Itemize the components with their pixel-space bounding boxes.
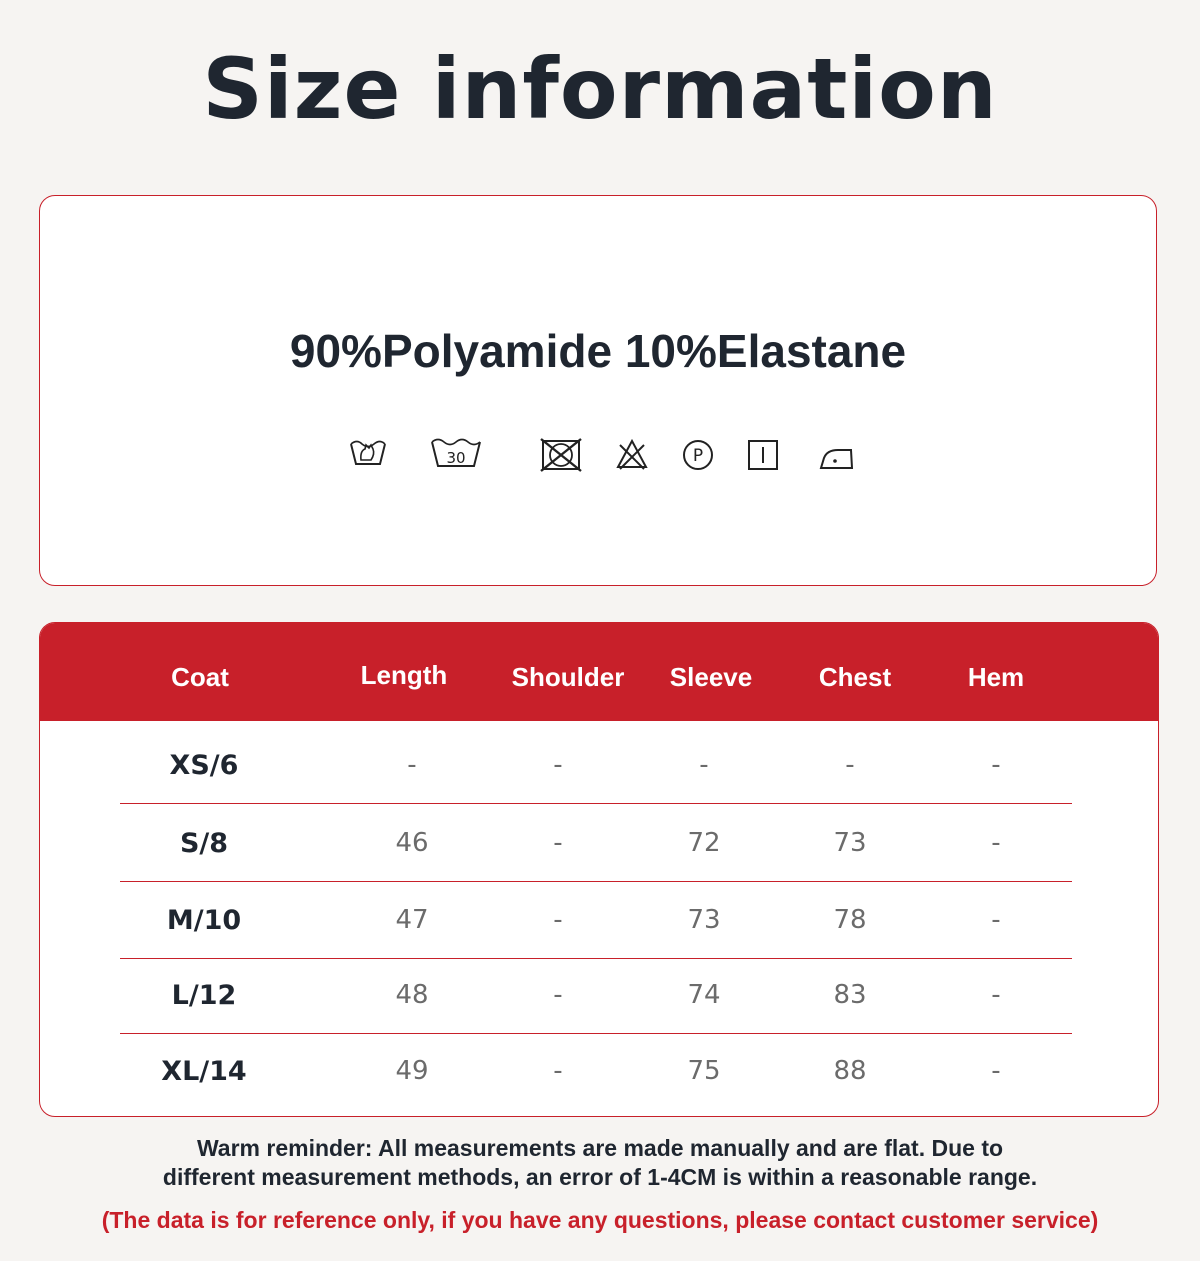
table-row <box>120 806 1072 882</box>
wash-temp-label: 30 <box>446 449 466 467</box>
hem-cell: - <box>991 750 1001 780</box>
line-dry-icon <box>746 436 780 474</box>
size-table <box>39 622 1159 1117</box>
size-cell: L/12 <box>171 980 237 1011</box>
length-cell: - <box>407 750 417 780</box>
dry-clean-label: P <box>692 446 704 466</box>
size-cell: S/8 <box>179 828 229 859</box>
chest-cell: 83 <box>833 980 867 1010</box>
wash-30-icon <box>429 436 483 474</box>
reminder-line-1: Warm reminder: All measurements are made manually and are flat. Due to <box>196 1135 1004 1161</box>
header-chest: Chest <box>818 662 892 692</box>
length-cell: 47 <box>395 905 429 935</box>
table-row <box>120 728 1072 804</box>
shoulder-cell: - <box>553 750 563 780</box>
table-row <box>120 883 1072 959</box>
chest-cell: 73 <box>833 828 867 858</box>
sleeve-cell: 72 <box>687 828 721 858</box>
length-cell: 48 <box>395 980 429 1010</box>
sleeve-cell: 73 <box>687 905 721 935</box>
reminder-line-2: different measurement methods, an error of 1-4CM is within a reasonable range. <box>162 1164 1038 1190</box>
fabric-card <box>39 195 1157 586</box>
header-sleeve: Sleeve <box>669 662 753 692</box>
iron-low-icon <box>818 436 856 474</box>
shoulder-cell: - <box>553 980 563 1010</box>
warm-reminder <box>0 1134 1200 1192</box>
do-not-tumble-dry-icon <box>538 436 584 474</box>
chest-cell: 88 <box>833 1056 867 1086</box>
table-row <box>120 1034 1072 1109</box>
size-cell: XS/6 <box>169 750 239 781</box>
hem-cell: - <box>991 980 1001 1010</box>
sleeve-cell: 74 <box>687 980 721 1010</box>
header-coat: Coat <box>171 662 229 692</box>
size-cell: XL/14 <box>161 1056 247 1087</box>
page-title: Size information <box>202 40 998 138</box>
sleeve-cell: - <box>699 750 709 780</box>
hem-cell: - <box>991 905 1001 935</box>
header-shoulder: Shoulder <box>511 662 625 692</box>
chest-cell: 78 <box>833 905 867 935</box>
size-cell: M/10 <box>166 905 242 936</box>
header-length: Length <box>360 660 448 690</box>
length-cell: 49 <box>395 1056 429 1086</box>
length-cell: 46 <box>395 828 429 858</box>
table-row <box>120 958 1072 1034</box>
shoulder-cell: - <box>553 905 563 935</box>
shoulder-cell: - <box>553 828 563 858</box>
reference-notice: (The data is for reference only, if you have any questions, please contact customer service) <box>101 1207 1099 1233</box>
shoulder-cell: - <box>553 1056 563 1086</box>
hem-cell: - <box>991 1056 1001 1086</box>
professional-dry-clean-icon <box>681 436 715 474</box>
fabric-composition: 90%Polyamide 10%Elastane <box>289 325 907 377</box>
chest-cell: - <box>845 750 855 780</box>
size-table-header <box>40 623 1158 721</box>
do-not-bleach-icon <box>615 436 649 474</box>
sleeve-cell: 75 <box>687 1056 721 1086</box>
hand-wash-icon <box>348 436 388 474</box>
hem-cell: - <box>991 828 1001 858</box>
header-hem: Hem <box>967 662 1025 692</box>
